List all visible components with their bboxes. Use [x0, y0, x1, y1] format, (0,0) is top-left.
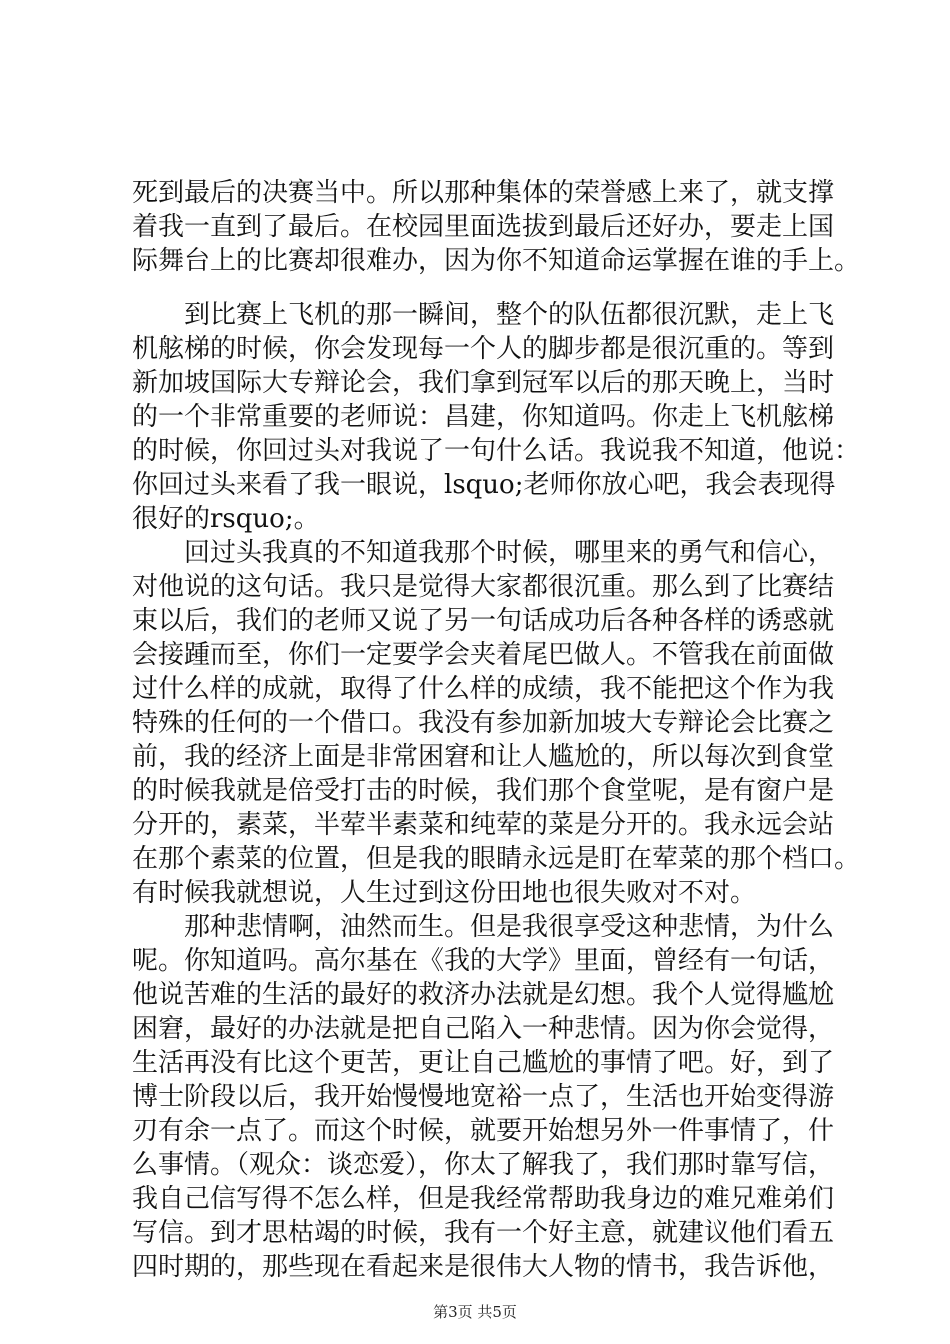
text-line: 写信。到才思枯竭的时候，我有一个好主意，就建议他们看五: [132, 1218, 835, 1248]
text-line: 的时候，你回过头对我说了一句什么话。我说我不知道，他说：: [132, 436, 861, 466]
text-line: 困窘，最好的办法就是把自己陷入一种悲情。因为你会觉得，: [132, 1014, 835, 1044]
text-line: 的一个非常重要的老师说：昌建，你知道吗。你走上飞机舷梯: [132, 402, 835, 432]
text-line: 呢。你知道吗。高尔基在《我的大学》里面，曾经有一句话，: [132, 946, 835, 976]
text-line: 有时候我就想说，人生过到这份田地也很失败对不对。: [132, 878, 757, 908]
text-line: 那种悲情啊，油然而生。但是我很享受这种悲情，为什么: [184, 912, 835, 942]
text-line: 的时候我就是倍受打击的时候，我们那个食堂呢，是有窗户是: [132, 776, 835, 806]
text-line: 分开的，素菜，半荤半素菜和纯荤的菜是分开的。我永远会站: [132, 810, 835, 840]
text-line: 特殊的任何的一个借口。我没有参加新加坡大专辩论会比赛之: [132, 708, 835, 738]
text-line: 到比赛上飞机的那一瞬间，整个的队伍都很沉默，走上飞: [184, 300, 835, 330]
text-line: 机舷梯的时候，你会发现每一个人的脚步都是很沉重的。等到: [132, 334, 835, 364]
text-line: 过什么样的成就，取得了什么样的成绩，我不能把这个作为我: [132, 674, 835, 704]
text-line: 前，我的经济上面是非常困窘和让人尴尬的，所以每次到食堂: [132, 742, 835, 772]
text-line: 么事情。（观众：谈恋爱），你太了解我了，我们那时靠写信，: [132, 1150, 835, 1180]
text-line: 四时期的，那些现在看起来是很伟大人物的情书，我告诉他，: [132, 1252, 835, 1282]
text-line: 会接踵而至，你们一定要学会夹着尾巴做人。不管我在前面做: [132, 640, 835, 670]
text-line: 刃有余一点了。而这个时候，就要开始想另外一件事情了，什: [132, 1116, 835, 1146]
text-line: 新加坡国际大专辩论会，我们拿到冠军以后的那天晚上，当时: [132, 368, 835, 398]
text-line: 束以后，我们的老师又说了另一句话成功后各种各样的诱惑就: [132, 606, 835, 636]
text-line: 我自己信写得不怎么样，但是我经常帮助我身边的难兄难弟们: [132, 1184, 835, 1214]
page-number: 第3页 共5页: [433, 1303, 517, 1321]
text-line: 回过头我真的不知道我那个时候，哪里来的勇气和信心，: [184, 538, 835, 568]
text-line: 死到最后的决赛当中。所以那种集体的荣誉感上来了，就支撑: [132, 178, 835, 208]
text-line: 对他说的这句话。我只是觉得大家都很沉重。那么到了比赛结: [132, 572, 835, 602]
text-line: 你回过头来看了我一眼说，lsquo;老师你放心吧，我会表现得: [132, 470, 836, 500]
text-line: 际舞台上的比赛却很难办，因为你不知道命运掌握在谁的手上。: [132, 246, 861, 276]
text-line: 在那个素菜的位置，但是我的眼睛永远是盯在荤菜的那个档口。: [132, 844, 861, 874]
text-line: 他说苦难的生活的最好的救济办法就是幻想。我个人觉得尴尬: [132, 980, 835, 1010]
text-line: 博士阶段以后，我开始慢慢地宽裕一点了，生活也开始变得游: [132, 1082, 835, 1112]
text-line: 着我一直到了最后。在校园里面选拔到最后还好办，要走上国: [132, 212, 835, 242]
text-line: 生活再没有比这个更苦，更让自己尴尬的事情了吧。好，到了: [132, 1048, 835, 1078]
text-line: 很好的rsquo;。: [132, 504, 320, 534]
